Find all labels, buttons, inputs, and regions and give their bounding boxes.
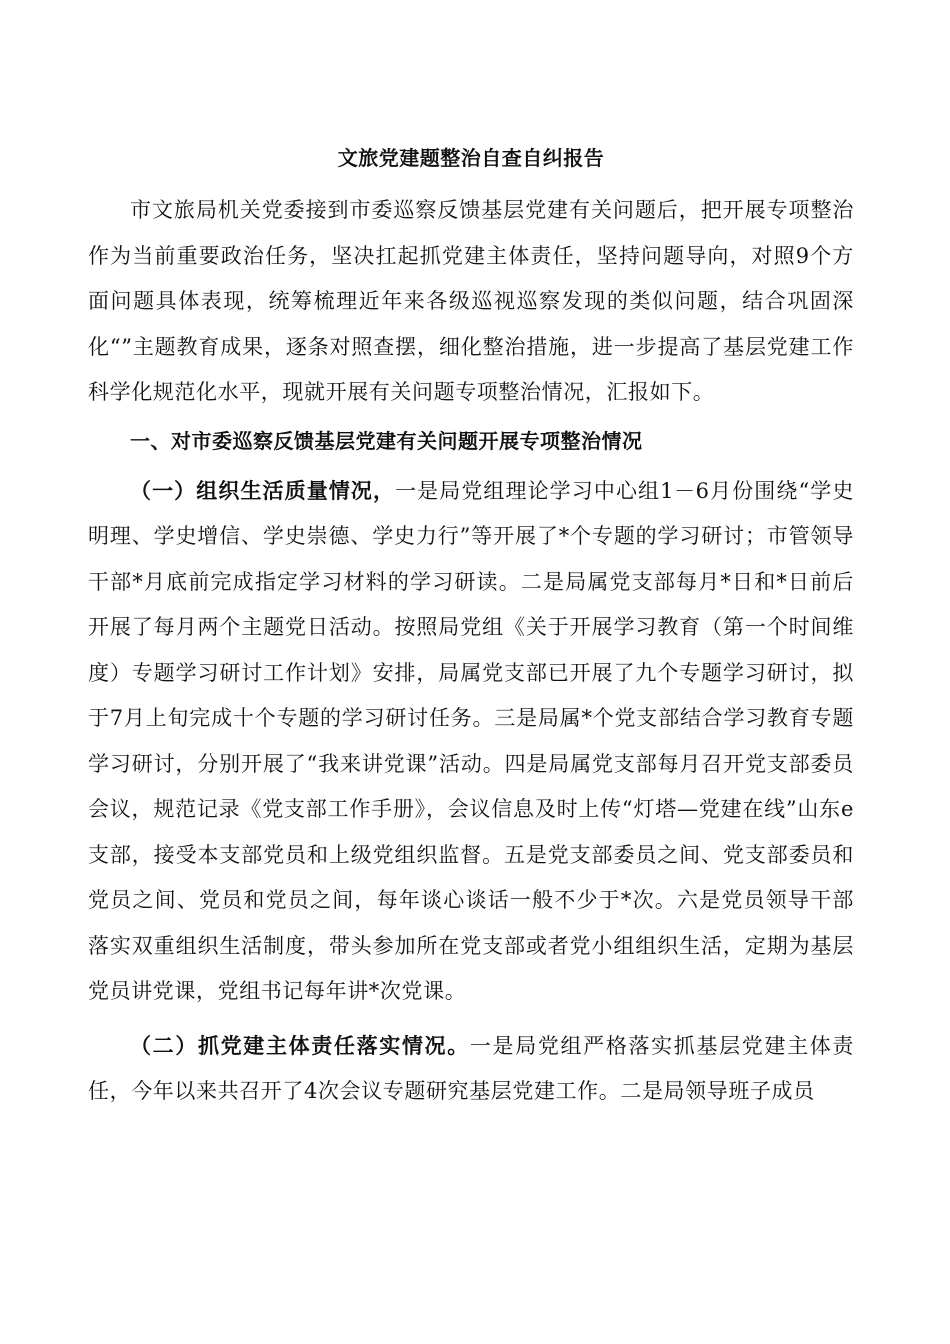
item-paragraph-1 [88, 468, 854, 1015]
intro-paragraph: 市文旅局机关党委接到市委巡察反馈基层党建有关问题后，把开展专项整治作为当前重要政治任务，坚决扛起抓党建主体责任，坚持问题导向，对照9个方面问题具体表现，统筹梳理近年来各级巡视巡察发现的类似问题，结合巩固深化“”主题教育成果，逐条对照查摆，细化整治措施，进一步提高了基层党建工作科学化规范化水平，现就开展有关问题专项整治情况，汇报如下。 [88, 198, 854, 404]
item-text-1: 一是局党组理论学习中心组1－6月份围绕“学史明理、学史增信、学史崇德、学史力行”等开展了*个专题的学习研讨；市管领导干部*月底前完成指定学习材料的学习研读。二是局属党支部每月*日和*日前后开展了每月两个主题党日活动。按照局党组《关于开展学习教育（第一个时间维度）专题学习研讨工作计划》安排，局属党支部已开展了九个专题学习研讨，拟于7月上旬完成十个专题的学习研讨任务。三是局属*个党支部结合学习教育专题学习研讨，分别开展了“我来讲党课”活动。四是局属党支部每月召开党支部委员会议，规范记录《党支部工作手册》，会议信息及时上传“灯塔—党建在线”山东e支部，接受本支部党员和上级党组织监督。五是党支部委员之间、党支部委员和党员之间、党员和党员之间，每年谈心谈话一般不少于*次。六是党员领导干部落实双重组织生活制度，带头参加所在党支部或者党小组组织生活，定期为基层党员讲党课，党组书记每年讲*次党课。 [88, 478, 854, 1003]
item-lead-2: （二）抓党建主体责任落实情况。 [130, 1032, 470, 1058]
item-text-2: 一是局党组严格落实抓基层党建主体责任，今年以来共召开了4次会议专题研究基层党建工作。二是局领导班子成员 [88, 1033, 855, 1103]
section-heading: 一、对市委巡察反馈基层党建有关问题开展专项整治情况 [130, 428, 643, 453]
item-lead-1: （一）组织生活质量情况， [130, 477, 396, 503]
item-paragraph-2 [88, 1023, 854, 1115]
document-title: 文旅党建题整治自查自纠报告 [337, 146, 605, 170]
document-body [88, 140, 854, 1115]
